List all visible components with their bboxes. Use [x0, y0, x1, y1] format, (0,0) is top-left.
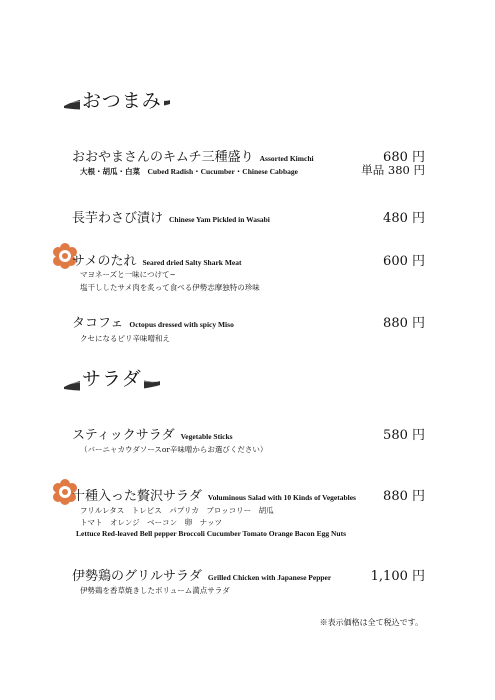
item-description: フリルレタス トレビス パプリカ ブロッコリー 胡瓜 [80, 506, 274, 515]
item-description: クセになるピリ辛味噌和え [80, 334, 170, 343]
item-single-price: 単品 380 円 [361, 163, 425, 177]
section-title-otsumami: おつまみ [80, 86, 164, 113]
item-price: 580 円 [383, 428, 425, 443]
item-name: サメのたれ Seared dried Salty Shark Meat [72, 254, 242, 269]
tax-note: ※表示価格は全て税込です。 [319, 618, 423, 627]
item-description: トマト オレンジ ベーコン 卵 ナッツ [80, 518, 222, 527]
item-price: 600 円 [383, 254, 425, 269]
item-description: マヨネーズと一味につけて~ [80, 270, 176, 279]
item-name: 長芋わさび漬け Chinese Yam Pickled in Wasabi [72, 211, 270, 226]
item-description: 大根・胡瓜・白菜 Cubed Radish・Cucumber・Chinese Cabbage [80, 167, 298, 176]
item-price: 1,100 円 [370, 569, 425, 584]
item-description-english: Lettuce Red-leaved Bell pepper Broccoli Cucumber Tomato Orange Bacon Egg Nuts [76, 529, 346, 538]
section-title-salad: サラダ [80, 364, 144, 391]
item-name: 伊勢鶏のグリルサラダ Grilled Chicken with Japanese Pepper [72, 569, 332, 584]
item-name: 十種入った贅沢サラダ Voluminous Salad with 10 Kinds of Vegetables [72, 489, 356, 504]
item-description: 伊勢鶏を香草焼きしたボリューム満点サラダ [80, 586, 230, 595]
item-price: 680 円 [383, 150, 425, 165]
item-name: スティックサラダ Vegetable Sticks [72, 428, 233, 443]
item-price: 880 円 [383, 489, 425, 504]
item-description: （バーニャカウダソースor辛味噌からお選びください） [80, 445, 268, 454]
item-name: おおやまさんのキムチ三種盛り Assorted Kimchi [72, 150, 314, 165]
item-name: タコフェ Octopus dressed with spicy Miso [72, 316, 234, 331]
item-price: 880 円 [383, 316, 425, 331]
item-price: 480 円 [383, 211, 425, 226]
item-description: 塩干ししたサメ肉を炙って食べる伊勢志摩独特の珍味 [80, 283, 260, 292]
